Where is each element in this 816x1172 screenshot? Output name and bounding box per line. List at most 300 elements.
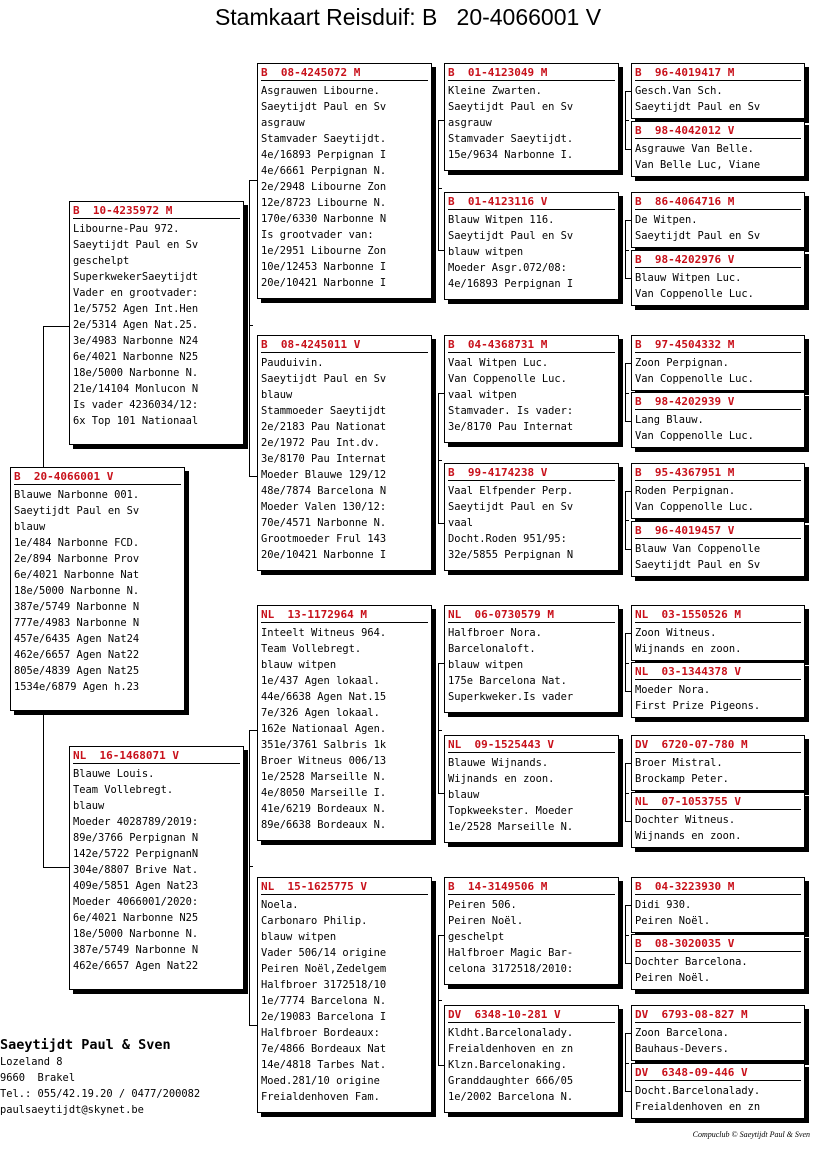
card-divider [448,352,615,353]
detail-line: 3e/8170 Pau Internat [448,421,574,433]
detail-line: Blauw Witpen Luc. [635,272,742,284]
detail-line: 2e/2948 Libourne Zon [261,181,387,193]
detail-line: Blauwe Wijnands. [448,757,549,769]
detail-line: 70e/4571 Narbonne N. [261,517,387,529]
detail-line: Roden Perpignan. [635,485,736,497]
ring-number: NL 06-0730579 M [448,608,554,621]
detail-line: Zoon Perpignan. [635,357,729,369]
detail-line: Team Vollebregt. [261,643,362,655]
pigeon-details [635,755,801,787]
ring-number: NL 13-1172964 M [261,608,367,621]
detail-line: Stamvader Saeytijdt. [448,133,574,145]
detail-line: Asgrauwen Libourne. [261,85,380,97]
detail-line: Wijnands en zoon. [448,773,555,785]
detail-line: Halfbroer 3172518/10 [261,979,387,991]
detail-line: Moeder Blauwe 129/12 [261,469,387,481]
detail-line: De Witpen. [635,214,698,226]
detail-line: Broer Witneus 006/13 [261,755,387,767]
detail-line: blauw [448,789,480,801]
detail-line: Noela. [261,899,299,911]
pigeon-card-g6 [631,392,805,448]
pigeon-details [635,270,801,302]
detail-line: 409e/5851 Agen Nat23 [73,880,199,892]
pigeon-details [261,355,428,563]
detail-line: Pauduivin. [261,357,324,369]
detail-line: Blauwe Narbonne 001. [14,489,140,501]
pigeon-details [261,897,428,1105]
detail-line: Stamvader Saeytijdt. [261,133,387,145]
detail-line: 175e Barcelona Nat. [448,675,567,687]
card-divider [635,894,801,895]
connector-line [625,663,629,664]
detail-line: 4e/6661 Perpignan N. [261,165,387,177]
connector-line [249,730,250,1025]
connector-line [625,220,626,278]
pigeon-card-c5 [257,335,432,571]
detail-line: 18e/5000 Narbonne N. [14,585,140,597]
pigeon-details [448,355,615,435]
copyright-footer: Compuclub © Saeytijdt Paul & Sven [692,1130,810,1139]
detail-line: Freialdenhoven Fam. [261,1091,380,1103]
detail-line: 6e/4021 Narbonne N25 [73,351,199,363]
detail-line: 48e/7874 Barcelona N [261,485,387,497]
connector-line [249,476,257,477]
detail-line: Broer Mistral. [635,757,723,769]
detail-line: 7e/326 Agen lokaal. [261,707,380,719]
card-divider [73,763,240,764]
owner-block [0,1036,200,1118]
pigeon-card-g9 [631,605,805,661]
ring-number: B 14-3149506 M [448,880,548,893]
card-divider [635,679,801,680]
ring-number: NL 15-1625775 V [261,880,367,893]
card-divider [635,209,801,210]
card-divider [635,951,801,952]
card-divider [635,809,801,810]
pigeon-card-c13 [444,735,619,843]
detail-line: Blauw Van Coppenolle [635,543,761,555]
pigeon-card-g10 [631,662,805,718]
detail-line: Freialdenhoven en zn [635,1101,761,1113]
pigeon-details [73,221,240,429]
connector-line [43,326,69,327]
detail-line: Gesch.Van Sch. [635,85,723,97]
detail-line: Zoon Witneus. [635,627,717,639]
connector-line [249,730,257,731]
pigeon-card-c14 [444,877,619,985]
detail-line: Topkweekster. Moeder [448,805,574,817]
ring-number: B 04-3223930 M [635,880,735,893]
detail-line: 1534e/6879 Agen h.23 [14,681,140,693]
ring-number: NL 03-1550526 M [635,608,741,621]
detail-line: 21e/14104 Monlucon N [73,383,199,395]
pigeon-details [635,625,801,657]
owner-phone: Tel.: 055/42.19.20 / 0477/200082 [0,1088,201,1100]
detail-line: 4e/16893 Perpignan I [261,149,387,161]
detail-line: Zoon Barcelona. [635,1027,729,1039]
detail-line: geschelpt [73,255,130,267]
connector-line [625,363,626,421]
ring-number: B 04-4368731 M [448,338,548,351]
detail-line: 387e/5749 Narbonne N [14,601,140,613]
pigeon-card-g7 [631,463,805,519]
detail-line: Stamvader. Is vader: [448,405,574,417]
ring-number: DV 6720-07-780 M [635,738,748,751]
pigeon-card-c15 [444,1005,619,1113]
detail-line: Is vader 4236034/12: [73,399,199,411]
detail-line: Freialdenhoven en zn [448,1043,574,1055]
detail-line: 1e/2951 Libourne Zon [261,245,387,257]
ring-number: DV 6793-08-827 M [635,1008,748,1021]
ring-number: B 08-3020035 V [635,937,735,950]
detail-line: Saeytijdt Paul en Sv [635,230,761,242]
ring-number: DV 6348-09-446 V [635,1066,748,1079]
detail-line: 1e/2002 Barcelona N. [448,1091,574,1103]
pigeon-card-c12 [444,605,619,713]
connector-line [625,250,629,251]
detail-line: 18e/5000 Narbonne N. [73,367,199,379]
detail-line: Saeytijdt Paul en Sv [635,101,761,113]
connector-line [625,905,626,963]
connector-line [625,633,626,691]
connector-line [438,1000,442,1001]
card-divider [448,80,615,81]
pigeon-card-g16 [631,1063,805,1119]
pigeon-details [448,625,615,705]
detail-line: Carbonaro Philip. [261,915,368,927]
connector-line [438,120,439,250]
pigeon-details [635,1025,801,1057]
pigeon-card-c3 [69,746,244,990]
pigeon-card-g4 [631,250,805,306]
connector-line [625,793,629,794]
detail-line: Team Vollebregt. [73,784,174,796]
pigeon-details [635,141,801,173]
card-divider [261,352,428,353]
detail-line: 3e/8170 Pau Internat [261,453,387,465]
detail-line: Grootmoeder Frul 143 [261,533,387,545]
detail-line: Saeytijdt Paul en Sv [448,101,574,113]
card-divider [635,80,801,81]
pigeon-details [73,766,240,974]
ring-number: B 95-4367951 M [635,466,735,479]
detail-line: vaal [448,517,474,529]
connector-line [625,120,629,121]
detail-line: 805e/4839 Agen Nat25 [14,665,140,677]
detail-line: 3e/4983 Narbonne N24 [73,335,199,347]
detail-line: Granddaughter 666/05 [448,1075,574,1087]
detail-line: Van Coppenolle Luc. [635,288,754,300]
detail-line: geschelpt [448,931,505,943]
detail-line: Moeder Nora. [635,684,711,696]
detail-line: 6e/4021 Narbonne Nat [14,569,140,581]
card-divider [73,218,240,219]
ring-number: B 97-4504332 M [635,338,735,351]
page-title: Stamkaart Reisduif: B 20-4066001 V [214,4,602,30]
detail-line: Peiren Noël. [635,915,711,927]
detail-line: Saeytijdt Paul en Sv [14,505,140,517]
detail-line: 89e/6638 Bordeaux N. [261,819,387,831]
detail-line: 7e/4866 Bordeaux Nat [261,1043,387,1055]
detail-line: Klzn.Barcelonaking. [448,1059,567,1071]
detail-line: Saeytijdt Paul en Sv [448,501,574,513]
connector-line [625,763,626,821]
detail-line: Moed.281/10 origine [261,1075,380,1087]
detail-line: Asgrauwe Van Belle. [635,143,754,155]
connector-line [249,180,250,476]
ring-number: NL 09-1525443 V [448,738,554,751]
detail-line: Wijnands en zoon. [635,830,742,842]
detail-line: asgrauw [448,117,492,129]
detail-line: blauw [261,389,293,401]
detail-line: Blauw Witpen 116. [448,214,555,226]
pigeon-card-g1 [631,63,805,119]
card-divider [261,622,428,623]
detail-line: 14e/4818 Tarbes Nat. [261,1059,387,1071]
card-divider [635,622,801,623]
detail-line: Van Belle Luc, Viane [635,159,761,171]
detail-line: 4e/16893 Perpignan I [448,278,574,290]
detail-line: 10e/12453 Narbonne I [261,261,387,273]
detail-line: 1e/2528 Marseille N. [261,771,387,783]
detail-line: Moeder Valen 130/12: [261,501,387,513]
detail-line: 170e/6330 Narbonne N [261,213,387,225]
ring-number: B 08-4245072 M [261,66,361,79]
card-divider [635,1080,801,1081]
detail-line: Saeytijdt Paul en Sv [635,559,761,571]
ring-number: B 98-4202939 V [635,395,735,408]
detail-line: Moeder 4066001/2020: [73,896,199,908]
detail-line: Peiren Noël. [635,972,711,984]
connector-line [249,180,257,181]
pigeon-details [635,812,801,844]
card-divider [635,480,801,481]
pigeon-card-g12 [631,792,805,848]
pigeon-card-c4 [257,63,432,299]
detail-line: blauw witpen [261,931,337,943]
ring-number: B 10-4235972 M [73,204,173,217]
card-divider [448,894,615,895]
pigeon-details [448,755,615,835]
detail-line: 20e/10421 Narbonne I [261,277,387,289]
connector-line [625,520,629,521]
detail-line: Vaal Witpen Luc. [448,357,549,369]
detail-line: 1e/484 Narbonne FCD. [14,537,140,549]
detail-line: Dochter Barcelona. [635,956,748,968]
pigeon-card-c10 [444,335,619,443]
pigeon-card-g14 [631,934,805,990]
pigeon-details [635,541,801,573]
detail-line: Inteelt Witneus 964. [261,627,387,639]
ring-number: B 96-4019457 V [635,524,735,537]
detail-line: Saeytijdt Paul en Sv [261,373,387,385]
detail-line: SuperkwekerSaeytijdt [73,271,199,283]
card-divider [448,622,615,623]
connector-line [438,393,439,523]
detail-line: 162e Nationaal Agen. [261,723,387,735]
detail-line: Halfbroer Nora. [448,627,542,639]
card-divider [635,538,801,539]
detail-line: Libourne-Pau 972. [73,223,180,235]
pigeon-card-g11 [631,735,805,791]
detail-line: Didi 930. [635,899,692,911]
pigeon-card-g2 [631,121,805,177]
pigeon-details [261,83,428,291]
card-divider [448,1022,615,1023]
detail-line: Vader 506/14 origine [261,947,387,959]
pigeon-card-c7 [257,877,432,1113]
owner-city: 9660 Brakel [0,1072,76,1084]
detail-line: asgrauw [261,117,305,129]
detail-line: 777e/4983 Narbonne N [14,617,140,629]
pigeon-card-g3 [631,192,805,248]
detail-line: 1e/2528 Marseille N. [448,821,574,833]
card-divider [448,209,615,210]
pigeon-card-c11 [444,463,619,571]
pigeon-card-g15 [631,1005,805,1061]
connector-line [625,1033,626,1091]
connector-line [43,326,44,467]
ring-number: B 98-4042012 V [635,124,735,137]
pigeon-details [635,355,801,387]
detail-line: Lang Blauw. [635,414,704,426]
detail-line: Moeder Asgr.072/08: [448,262,567,274]
ring-number: DV 6348-10-281 V [448,1008,561,1021]
card-divider [635,138,801,139]
card-divider [635,409,801,410]
detail-line: Kleine Zwarten. [448,85,542,97]
detail-line: Van Coppenolle Luc. [635,501,754,513]
detail-line: 89e/3766 Perpignan N [73,832,199,844]
pigeon-details [635,412,801,444]
card-divider [448,480,615,481]
card-divider [635,752,801,753]
detail-line: 1e/437 Agen lokaal. [261,675,380,687]
detail-line: Halfbroer Bordeaux: [261,1027,380,1039]
ring-number: B 99-4174238 V [448,466,548,479]
pigeon-card-g8 [631,521,805,577]
detail-line: 142e/5722 PerpignanN [73,848,199,860]
pigeon-details [448,1025,615,1105]
connector-line [249,325,253,326]
pigeon-details [448,212,615,292]
pigeon-details [635,682,801,714]
detail-line: 457e/6435 Agen Nat24 [14,633,140,645]
detail-line: vaal witpen [448,389,517,401]
owner-email: paulsaeytijdt@skynet.be [0,1104,144,1116]
pigeon-details [635,83,801,115]
detail-line: 44e/6638 Agen Nat.15 [261,691,387,703]
card-divider [448,752,615,753]
detail-line: 2e/5314 Agen Nat.25. [73,319,199,331]
detail-line: blauw witpen [448,246,524,258]
pigeon-details [261,625,428,833]
ring-number: B 01-4123116 V [448,195,548,208]
detail-line: blauw [14,521,46,533]
detail-line: Van Coppenolle Luc. [635,373,754,385]
detail-line: Saeytijdt Paul en Sv [448,230,574,242]
detail-line: Van Coppenolle Luc. [635,430,754,442]
pigeon-card-c8 [444,63,619,171]
detail-line: 12e/8723 Libourne N. [261,197,387,209]
detail-line: Is grootvader van: [261,229,374,241]
ring-number: B 98-4202976 V [635,253,735,266]
ring-number: NL 03-1344378 V [635,665,741,678]
detail-line: Peiren Noël,Zedelgem [261,963,387,975]
connector-line [438,460,442,461]
detail-line: 6e/4021 Narbonne N25 [73,912,199,924]
connector-line [625,935,629,936]
pigeon-details [635,483,801,515]
detail-line: 387e/5749 Narbonne N [73,944,199,956]
pigeon-details [635,954,801,986]
pigeon-details [635,897,801,929]
detail-line: Moeder 4028789/2019: [73,816,199,828]
detail-line: Vader en grootvader: [73,287,199,299]
pigeon-card-g5 [631,335,805,391]
ring-number: B 20-4066001 V [14,470,114,483]
detail-line: blauw witpen [448,659,524,671]
detail-line: Superkweker.Is vader [448,691,574,703]
detail-line: Saeytijdt Paul en Sv [261,101,387,113]
detail-line: 32e/5855 Perpignan N [448,549,574,561]
detail-line: 304e/8807 Brive Nat. [73,864,199,876]
detail-line: Dochter Witneus. [635,814,736,826]
detail-line: 4e/8050 Marseille I. [261,787,387,799]
detail-line: 18e/5000 Narbonne N. [73,928,199,940]
detail-line: 462e/6657 Agen Nat22 [14,649,140,661]
detail-line: blauw witpen [261,659,337,671]
card-divider [635,1022,801,1023]
owner-address: Lozeland 8 [0,1056,63,1068]
pigeon-details [448,897,615,977]
ring-number: B 08-4245011 V [261,338,361,351]
card-divider [14,484,181,485]
pigeon-details [448,483,615,563]
connector-line [625,1063,629,1064]
connector-line [625,393,629,394]
pigeon-card-c9 [444,192,619,300]
detail-line: First Prize Pigeons. [635,700,761,712]
detail-line: Brockamp Peter. [635,773,729,785]
connector-line [43,711,44,867]
detail-line: 1e/5752 Agen Int.Hen [73,303,199,315]
pigeon-card-c6 [257,605,432,841]
connector-line [249,866,253,867]
connector-line [438,730,442,731]
pigeon-details [635,212,801,244]
detail-line: Bauhaus-Devers. [635,1043,729,1055]
connector-line [43,867,69,868]
detail-line: 15e/9634 Narbonne I. [448,149,574,161]
detail-line: 2e/19083 Barcelona I [261,1011,387,1023]
ring-number: NL 16-1468071 V [73,749,179,762]
detail-line: Peiren Noël. [448,915,524,927]
detail-line: Halfbroer Magic Bar- [448,947,574,959]
detail-line: Barcelonaloft. [448,643,536,655]
detail-line: Saeytijdt Paul en Sv [73,239,199,251]
detail-line: Docht.Roden 951/95: [448,533,567,545]
detail-line: Docht.Barcelonalady. [635,1085,761,1097]
owner-name: Saeytijdt Paul & Sven [0,1037,171,1053]
detail-line: Vaal Elfpender Perp. [448,485,574,497]
detail-line: Stammoeder Saeytijdt [261,405,387,417]
detail-line: Wijnands en zoon. [635,643,742,655]
detail-line: Peiren 506. [448,899,517,911]
pigeon-card-c2 [69,201,244,445]
card-divider [635,352,801,353]
detail-line: 2e/1972 Pau Int.dv. [261,437,380,449]
